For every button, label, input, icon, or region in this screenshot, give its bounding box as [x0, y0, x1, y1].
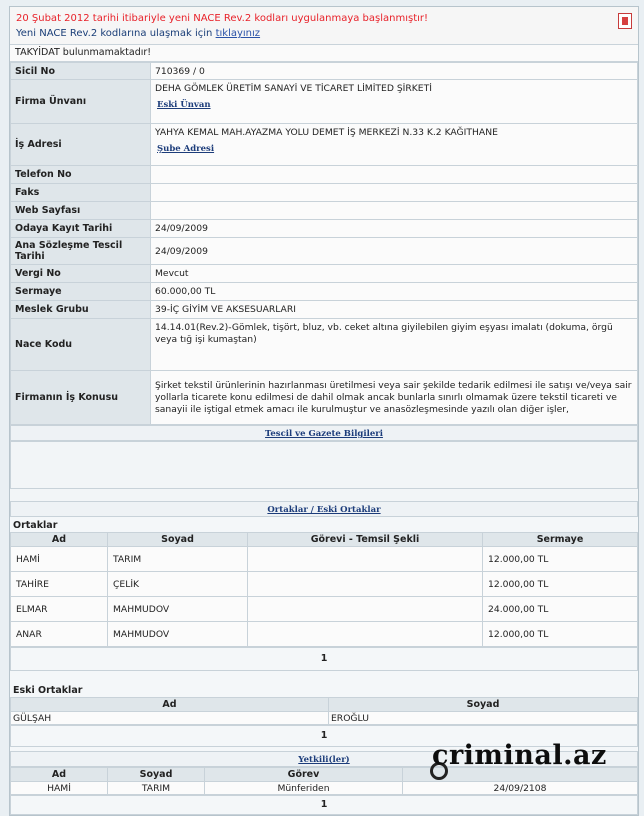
cell-gorevi	[248, 572, 483, 597]
label-nace: Nace Kodu	[11, 319, 151, 371]
label-is-konusu: Firmanın İş Konusu	[11, 371, 151, 425]
pdf-icon[interactable]	[618, 13, 632, 29]
cell-tarih: 24/09/2108	[403, 782, 638, 795]
company-record	[9, 6, 639, 816]
cell-ad: GÜLŞAH	[11, 712, 329, 725]
nace-link[interactable]: tıklayınız	[215, 28, 261, 39]
col-soyad: Soyad	[108, 768, 205, 782]
nace-notice-text: 20 Şubat 2012 tarihi itibariyle yeni NACE Rev.2 kodları uygulanmaya başlanmıştır!	[16, 13, 429, 24]
value-web	[151, 202, 638, 220]
col-ad: Ad	[11, 533, 108, 547]
col-soyad: Soyad	[329, 698, 638, 712]
table-row	[11, 572, 638, 597]
nace-link-prefix: Yeni NACE Rev.2 kodlarına ulaşmak için	[16, 28, 213, 39]
section-spacer	[10, 489, 638, 501]
col-gorev: Görev	[205, 768, 403, 782]
row-meslek-grubu	[11, 301, 638, 319]
cell-ad: ELMAR	[11, 597, 108, 622]
value-nace: 14.14.01(Rev.2)-Gömlek, tişört, bluz, vb. ceket altına giyilebilen giyim eşyası imalatı (dokuma, örgü veya tığ işi kumaştan)	[151, 319, 638, 371]
col-ad: Ad	[11, 768, 108, 782]
label-odaya-kayit: Odaya Kayıt Tarihi	[11, 220, 151, 238]
value-is-adresi: YAHYA KEMAL MAH.AYAZMA YOLU DEMET İŞ MERKEZİ N.33 K.2 KAĞITHANE	[155, 127, 498, 138]
label-ana-sozlesme: Ana Sözleşme Tescil Tarihi	[11, 238, 151, 265]
label-telefon: Telefon No	[11, 166, 151, 184]
row-vergi-no	[11, 265, 638, 283]
cell-ad: ANAR	[11, 622, 108, 647]
eski-ortaklar-title: Eski Ortaklar	[10, 685, 638, 697]
yetkililer-pager[interactable]: 1	[10, 795, 638, 815]
row-is-adresi	[11, 124, 638, 166]
cell-sermaye: 12.000,00 TL	[483, 622, 638, 647]
value-vergi-no: Mevcut	[151, 265, 638, 283]
cell-ad: HAMİ	[11, 782, 108, 795]
cell-ad: TAHİRE	[11, 572, 108, 597]
label-firma-unvani: Firma Ünvanı	[11, 80, 151, 124]
label-web: Web Sayfası	[11, 202, 151, 220]
tescil-link[interactable]: Tescil ve Gazete Bilgileri	[265, 429, 383, 439]
ortaklar-section-header	[10, 501, 638, 517]
col-ad: Ad	[11, 698, 329, 712]
cell-soyad: MAHMUDOV	[108, 622, 248, 647]
ortaklar-header-row	[11, 533, 638, 547]
value-meslek-grubu: 39-İÇ GİYİM VE AKSESUARLARI	[151, 301, 638, 319]
ortaklar-title: Ortaklar	[10, 517, 638, 532]
row-telefon	[11, 166, 638, 184]
sube-adresi-link[interactable]: Şube Adresi	[157, 144, 215, 154]
section-spacer	[10, 671, 638, 685]
value-is-konusu: Şirket tekstil ürünlerinin hazırlanması üretilmesi veya sair şekilde tedarik edilmesi ile satışı ve/veya sair yollarla ticarete konu edilmesi de dahil olmak ancak bunlarla sınırlı olmamak üzere tekstil ticareti ve sanayii ile iştigal etmek amacı ile kurulmuştur ve anasözleşmesinde yazılı olan diğer işler,	[151, 371, 638, 425]
row-odaya-kayit	[11, 220, 638, 238]
eski-unvan-link[interactable]: Eski Ünvan	[157, 100, 211, 110]
table-row	[11, 782, 638, 795]
table-row	[11, 712, 638, 725]
cell-sermaye: 24.000,00 TL	[483, 597, 638, 622]
label-sermaye: Sermaye	[11, 283, 151, 301]
nace-link-line	[16, 26, 632, 41]
cell-gorevi	[248, 597, 483, 622]
ortaklar-link[interactable]: Ortaklar / Eski Ortaklar	[267, 505, 381, 515]
value-odaya-kayit: 24/09/2009	[151, 220, 638, 238]
label-sicil-no: Sicil No	[11, 63, 151, 80]
label-faks: Faks	[11, 184, 151, 202]
table-row	[11, 597, 638, 622]
col-gorevi: Görevi - Temsil Şekli	[248, 533, 483, 547]
row-is-konusu	[11, 371, 638, 425]
cell-sermaye: 12.000,00 TL	[483, 547, 638, 572]
col-soyad: Soyad	[108, 533, 248, 547]
yetkililer-link[interactable]: Yetkili(ler)	[298, 755, 350, 765]
label-vergi-no: Vergi No	[11, 265, 151, 283]
watermark-logo: criminal.az	[432, 740, 607, 771]
col-sermaye: Sermaye	[483, 533, 638, 547]
cell-soyad: MAHMUDOV	[108, 597, 248, 622]
row-sermaye	[11, 283, 638, 301]
cell-soyad: EROĞLU	[329, 712, 638, 725]
eski-ortaklar-table	[10, 697, 638, 725]
label-meslek-grubu: Meslek Grubu	[11, 301, 151, 319]
takyidat-status: TAKYİDAT bulunmamaktadır!	[10, 45, 638, 62]
tescil-section-body	[10, 441, 638, 489]
cell-sermaye: 12.000,00 TL	[483, 572, 638, 597]
value-firma-unvani: DEHA GÖMLEK ÜRETİM SANAYİ VE TİCARET LİMİTED ŞİRKETİ	[155, 83, 432, 94]
cell-soyad: TARIM	[108, 547, 248, 572]
cell-ad: HAMİ	[11, 547, 108, 572]
cell-gorevi	[248, 547, 483, 572]
yetkililer-table	[10, 767, 638, 795]
cell-soyad: ÇELİK	[108, 572, 248, 597]
company-info-table	[10, 62, 638, 425]
value-faks	[151, 184, 638, 202]
eski-ortaklar-pager[interactable]: 1	[10, 725, 638, 747]
table-row	[11, 622, 638, 647]
table-row	[11, 547, 638, 572]
cell-gorevi	[248, 622, 483, 647]
row-firma-unvani	[11, 80, 638, 124]
value-sermaye: 60.000,00 TL	[151, 283, 638, 301]
ortaklar-pager[interactable]: 1	[10, 647, 638, 671]
cell-soyad: TARIM	[108, 782, 205, 795]
value-ana-sozlesme: 24/09/2009	[151, 238, 638, 265]
tescil-section-header	[10, 425, 638, 441]
ortaklar-table	[10, 532, 638, 647]
row-nace	[11, 319, 638, 371]
row-faks	[11, 184, 638, 202]
label-is-adresi: İş Adresi	[11, 124, 151, 166]
nace-notice	[10, 7, 638, 45]
row-sicil-no	[11, 63, 638, 80]
value-sicil-no: 710369 / 0	[151, 63, 638, 80]
eski-ortaklar-header-row	[11, 698, 638, 712]
value-telefon	[151, 166, 638, 184]
row-web	[11, 202, 638, 220]
cell-gorev: Münferiden	[205, 782, 403, 795]
row-ana-sozlesme	[11, 238, 638, 265]
